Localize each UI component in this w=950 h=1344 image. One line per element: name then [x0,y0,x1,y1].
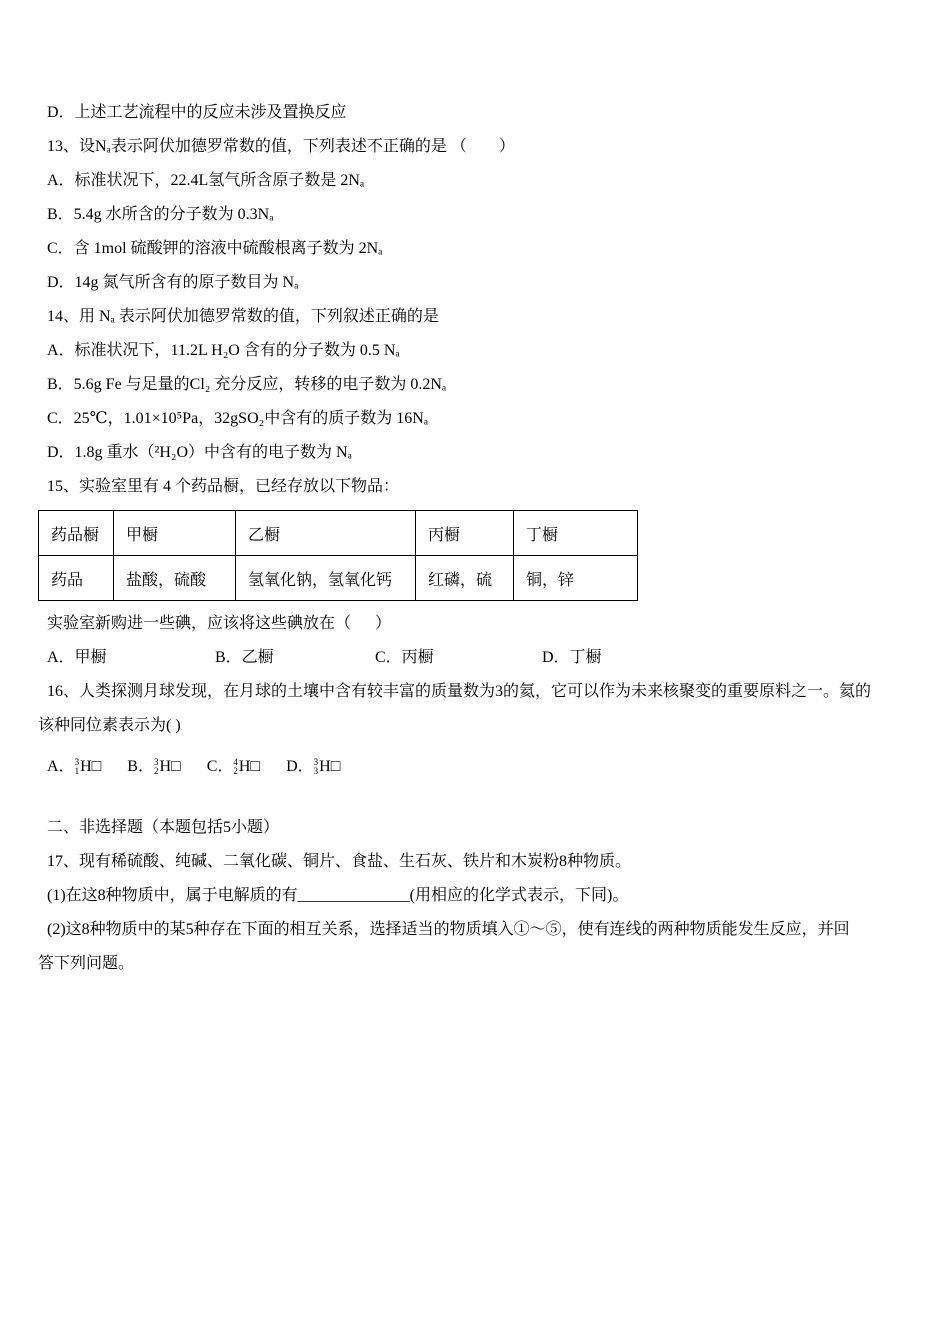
q15-stem: 15、实验室里有 4 个药品橱，已经存放以下物品： [47,478,400,495]
q14-option-d: D．1.8g 重水（²H₂O）中含有的电子数为 Nₐ [47,444,352,461]
element-symbol: H□ [238,758,261,775]
atomic-number: 3 [313,766,319,776]
q13-option-b: B．5.4g 水所含的分子数为 0.3Nₐ [47,206,274,223]
q16-option-c-label: C． [206,758,234,775]
element-symbol: H□ [319,758,341,775]
q15-option-a: A．甲橱 [47,649,107,666]
q13-stem: 13、设Nₐ表示阿伏加德罗常数的值，下列表述不正确的是 （ ） [47,138,515,155]
atomic-number: 2 [233,766,238,776]
section2-heading: 二、非选择题（本题包括5小题） [47,819,280,836]
table-header-cell: 丁橱 [514,511,638,556]
q16-options-row [0,747,950,787]
q13-option-c: C．含 1mol 硫酸钾的溶液中硫酸根离子数为 2Nₐ [47,240,383,257]
q16-option-a [47,747,101,787]
isotope-notation [233,747,260,787]
atomic-number: 2 [153,766,159,776]
isotope-notation [154,747,181,787]
q13-option-a: A．标准状况下，22.4L氢气所含原子数是 2Nₐ [47,172,365,189]
q14-option-b: B．5.6g Fe 与足量的Cl₂ 充分反应，转移的电子数为 0.2Nₐ [47,376,447,393]
q15-option-c: C．丙橱 [375,649,434,666]
table-cell: 盐酸，硫酸 [114,556,236,601]
q15-question: 实验室新购进一些碘，应该将这些碘放在（ ） [47,615,392,632]
q13-option-d: D．14g 氮气所含有的原子数目为 Nₐ [47,274,299,291]
q17-part2-line2: 答下列问题。 [38,955,135,972]
q15-option-d: D．丁橱 [542,649,602,666]
table-cell: 铜，锌 [514,556,638,601]
table-cell: 红磷，硫 [416,556,514,601]
q16-option-d-label: D． [286,758,314,775]
table-header-cell: 药品橱 [39,511,114,556]
q16-stem-line2: 该种同位素表示为( ) [38,717,181,734]
table-header-cell: 乙橱 [236,511,416,556]
mass-number: 3 [153,757,159,767]
q15-options-row [0,641,950,675]
table-row [39,556,638,601]
element-symbol: H□ [159,758,181,775]
q15-cabinet-table [38,510,638,601]
q16-option-b-label: B． [127,758,154,775]
table-row-label: 药品 [39,556,114,601]
q16-option-d [286,747,340,787]
element-symbol: H□ [80,758,102,775]
table-header-cell: 丙橱 [416,511,514,556]
isotope-notation [314,747,341,787]
q17-part1: (1)在这8种物质中，属于电解质的有______________(用相应的化学式表示，下同)。 [47,887,629,904]
mass-number: 3 [313,757,319,767]
q17-stem: 17、现有稀硫酸、纯碱、二氧化碳、铜片、食盐、生石灰、铁片和木炭粉8种物质。 [47,853,632,870]
table-cell: 氢氧化钠，氢氧化钙 [236,556,416,601]
table-header-cell: 甲橱 [114,511,236,556]
q14-option-c: C．25℃，1.01×10⁵Pa，32gSO₂中含有的质子数为 16Nₐ [47,410,429,427]
mass-number: 4 [233,757,238,767]
q14-option-a: A．标准状况下，11.2L H₂O 含有的分子数为 0.5 Nₐ [47,342,400,359]
mass-number: 3 [74,757,80,767]
q12-option-d: D．上述工艺流程中的反应未涉及置换反应 [47,104,347,121]
q16-option-c [207,747,260,787]
table-header-row [39,511,638,556]
isotope-notation [75,747,102,787]
q15-option-b: B．乙橱 [215,649,274,666]
q16-option-a-label: A． [47,758,75,775]
atomic-number: 1 [74,766,80,776]
q14-stem: 14、用 Nₐ 表示阿伏加德罗常数的值，下列叙述正确的是 [47,308,439,325]
q16-stem-line1: 16、人类探测月球发现，在月球的土壤中含有较丰富的质量数为3的氦，它可以作为未来核聚变的重要原料之一。氦的 [47,683,872,700]
q16-option-b [127,747,180,787]
q17-part2-line1: (2)这8种物质中的某5种存在下面的相互关系，选择适当的物质填入①～⑤，使有连线的两种物质能发生反应，并回 [47,921,850,938]
